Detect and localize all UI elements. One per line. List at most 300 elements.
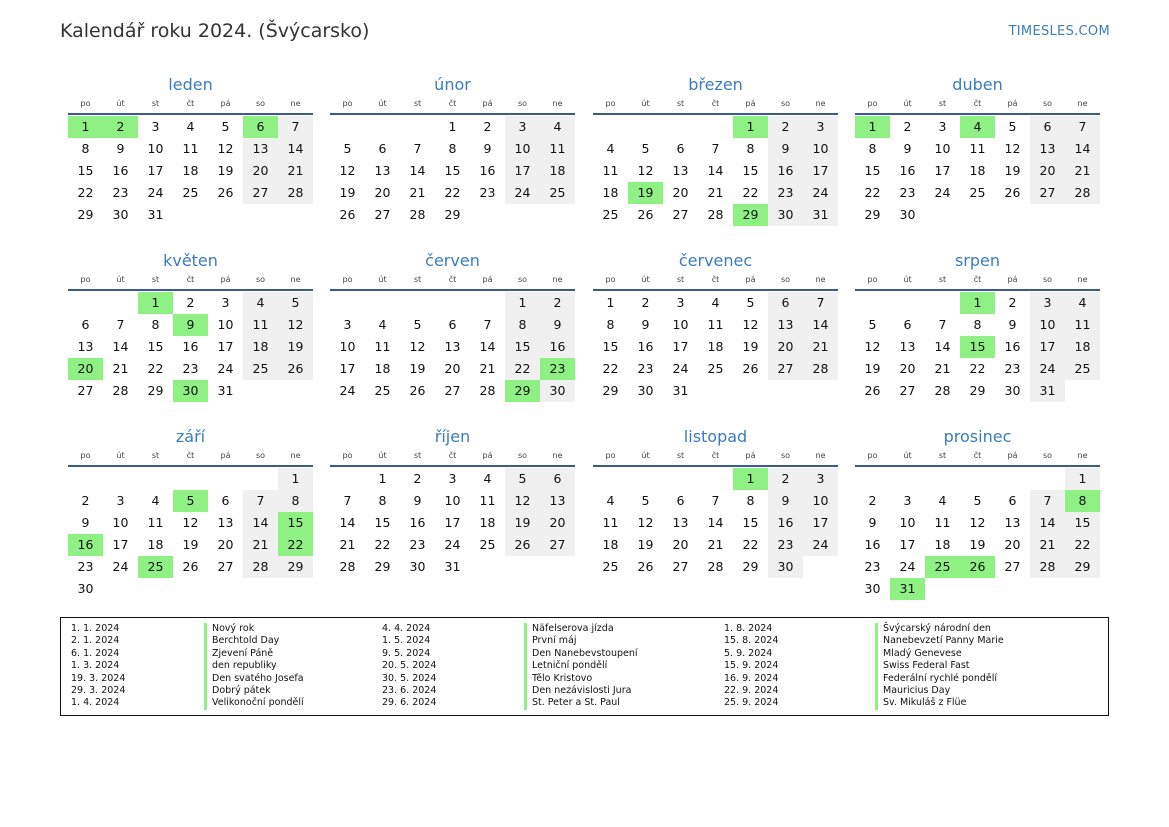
day-cell[interactable]: 26: [864, 383, 881, 398]
day-cell[interactable]: 5: [641, 493, 650, 508]
day-cell[interactable]: 9: [868, 515, 877, 530]
day-cell[interactable]: 13: [374, 163, 391, 178]
day-cell[interactable]: 29: [374, 559, 391, 574]
day-cell[interactable]: 23: [637, 361, 654, 376]
day-cell[interactable]: 1: [1065, 468, 1100, 490]
day-cell[interactable]: 23: [768, 534, 803, 556]
day-cell[interactable]: 3: [1030, 292, 1065, 314]
day-cell[interactable]: 8: [81, 141, 90, 156]
day-cell[interactable]: 16: [409, 515, 426, 530]
day-cell[interactable]: 23: [864, 559, 881, 574]
day-cell[interactable]: 25: [243, 358, 278, 380]
day-cell[interactable]: 17: [899, 537, 916, 552]
holiday-day-cell[interactable]: 20: [68, 358, 103, 380]
holiday-day-cell[interactable]: 31: [890, 578, 925, 600]
day-cell[interactable]: 15: [147, 339, 164, 354]
day-cell[interactable]: 9: [483, 141, 492, 156]
day-cell[interactable]: 3: [343, 317, 352, 332]
day-cell[interactable]: 24: [803, 534, 838, 556]
day-cell[interactable]: 10: [147, 141, 164, 156]
day-cell[interactable]: 26: [637, 207, 654, 222]
day-cell[interactable]: 4: [151, 493, 160, 508]
day-cell[interactable]: 11: [147, 515, 164, 530]
day-cell[interactable]: 11: [540, 138, 575, 160]
day-cell[interactable]: 2: [868, 493, 877, 508]
day-cell[interactable]: 18: [602, 185, 619, 200]
holiday-day-cell[interactable]: 26: [960, 556, 995, 578]
day-cell[interactable]: 9: [1008, 317, 1017, 332]
day-cell[interactable]: 21: [479, 361, 496, 376]
day-cell[interactable]: 27: [444, 383, 461, 398]
day-cell[interactable]: 30: [112, 207, 129, 222]
day-cell[interactable]: 12: [742, 317, 759, 332]
holiday-day-cell[interactable]: 19: [628, 182, 663, 204]
day-cell[interactable]: 31: [672, 383, 689, 398]
day-cell[interactable]: 3: [803, 116, 838, 138]
day-cell[interactable]: 6: [448, 317, 457, 332]
day-cell[interactable]: 7: [243, 490, 278, 512]
day-cell[interactable]: 28: [278, 182, 313, 204]
day-cell[interactable]: 30: [899, 207, 916, 222]
day-cell[interactable]: 20: [672, 537, 689, 552]
day-cell[interactable]: 12: [505, 490, 540, 512]
day-cell[interactable]: 6: [81, 317, 90, 332]
day-cell[interactable]: 17: [1030, 336, 1065, 358]
day-cell[interactable]: 27: [1004, 559, 1021, 574]
day-cell[interactable]: 25: [182, 185, 199, 200]
day-cell[interactable]: 1: [606, 295, 615, 310]
day-cell[interactable]: 21: [278, 160, 313, 182]
day-cell[interactable]: 13: [768, 314, 803, 336]
day-cell[interactable]: 7: [116, 317, 125, 332]
day-cell[interactable]: 13: [217, 515, 234, 530]
day-cell[interactable]: 2: [540, 292, 575, 314]
day-cell[interactable]: 5: [221, 119, 230, 134]
day-cell[interactable]: 11: [969, 141, 986, 156]
day-cell[interactable]: 22: [147, 361, 164, 376]
day-cell[interactable]: 25: [602, 207, 619, 222]
day-cell[interactable]: 23: [768, 182, 803, 204]
day-cell[interactable]: 28: [1030, 556, 1065, 578]
day-cell[interactable]: 20: [1004, 537, 1021, 552]
day-cell[interactable]: 13: [1030, 138, 1065, 160]
day-cell[interactable]: 8: [151, 317, 160, 332]
day-cell[interactable]: 11: [374, 339, 391, 354]
day-cell[interactable]: 14: [278, 138, 313, 160]
day-cell[interactable]: 4: [938, 493, 947, 508]
day-cell[interactable]: 3: [505, 116, 540, 138]
day-cell[interactable]: 9: [768, 490, 803, 512]
holiday-day-cell[interactable]: 1: [733, 468, 768, 490]
day-cell[interactable]: 12: [182, 515, 199, 530]
holiday-day-cell[interactable]: 4: [960, 116, 995, 138]
day-cell[interactable]: 6: [903, 317, 912, 332]
day-cell[interactable]: 28: [243, 556, 278, 578]
day-cell[interactable]: 10: [505, 138, 540, 160]
day-cell[interactable]: 20: [444, 361, 461, 376]
day-cell[interactable]: 15: [444, 163, 461, 178]
day-cell[interactable]: 8: [746, 493, 755, 508]
holiday-day-cell[interactable]: 5: [173, 490, 208, 512]
day-cell[interactable]: 2: [768, 468, 803, 490]
holiday-day-cell[interactable]: 1: [68, 116, 103, 138]
day-cell[interactable]: 4: [711, 295, 720, 310]
day-cell[interactable]: 6: [768, 292, 803, 314]
day-cell[interactable]: 7: [938, 317, 947, 332]
day-cell[interactable]: 7: [711, 141, 720, 156]
day-cell[interactable]: 16: [112, 163, 129, 178]
day-cell[interactable]: 18: [479, 515, 496, 530]
day-cell[interactable]: 31: [147, 207, 164, 222]
day-cell[interactable]: 18: [540, 160, 575, 182]
day-cell[interactable]: 11: [602, 515, 619, 530]
day-cell[interactable]: 19: [637, 537, 654, 552]
day-cell[interactable]: 26: [217, 185, 234, 200]
day-cell[interactable]: 9: [768, 138, 803, 160]
day-cell[interactable]: 26: [637, 559, 654, 574]
day-cell[interactable]: 24: [899, 559, 916, 574]
holiday-day-cell[interactable]: 2: [103, 116, 138, 138]
day-cell[interactable]: 19: [742, 339, 759, 354]
day-cell[interactable]: 7: [278, 116, 313, 138]
day-cell[interactable]: 8: [278, 490, 313, 512]
day-cell[interactable]: 3: [151, 119, 160, 134]
day-cell[interactable]: 10: [1030, 314, 1065, 336]
day-cell[interactable]: 11: [602, 163, 619, 178]
day-cell[interactable]: 6: [221, 493, 230, 508]
day-cell[interactable]: 20: [243, 160, 278, 182]
holiday-day-cell[interactable]: 30: [173, 380, 208, 402]
day-cell[interactable]: 3: [938, 119, 947, 134]
day-cell[interactable]: 9: [116, 141, 125, 156]
day-cell[interactable]: 7: [1065, 116, 1100, 138]
day-cell[interactable]: 22: [505, 358, 540, 380]
day-cell[interactable]: 29: [278, 556, 313, 578]
day-cell[interactable]: 14: [803, 314, 838, 336]
day-cell[interactable]: 4: [483, 471, 492, 486]
day-cell[interactable]: 27: [374, 207, 391, 222]
day-cell[interactable]: 5: [505, 468, 540, 490]
day-cell[interactable]: 28: [339, 559, 356, 574]
day-cell[interactable]: 13: [77, 339, 94, 354]
day-cell[interactable]: 28: [803, 358, 838, 380]
holiday-day-cell[interactable]: 22: [278, 534, 313, 556]
day-cell[interactable]: 16: [540, 336, 575, 358]
day-cell[interactable]: 4: [378, 317, 387, 332]
day-cell[interactable]: 14: [707, 515, 724, 530]
day-cell[interactable]: 14: [479, 339, 496, 354]
holiday-day-cell[interactable]: 29: [733, 204, 768, 226]
day-cell[interactable]: 2: [903, 119, 912, 134]
day-cell[interactable]: 22: [742, 185, 759, 200]
day-cell[interactable]: 8: [505, 314, 540, 336]
day-cell[interactable]: 14: [1030, 512, 1065, 534]
day-cell[interactable]: 13: [243, 138, 278, 160]
day-cell[interactable]: 4: [606, 493, 615, 508]
day-cell[interactable]: 27: [672, 207, 689, 222]
day-cell[interactable]: 25: [969, 185, 986, 200]
day-cell[interactable]: 16: [864, 537, 881, 552]
day-cell[interactable]: 23: [77, 559, 94, 574]
day-cell[interactable]: 22: [864, 185, 881, 200]
day-cell[interactable]: 1: [378, 471, 387, 486]
day-cell[interactable]: 12: [969, 515, 986, 530]
holiday-day-cell[interactable]: 25: [138, 556, 173, 578]
day-cell[interactable]: 27: [217, 559, 234, 574]
day-cell[interactable]: 1: [505, 292, 540, 314]
day-cell[interactable]: 23: [899, 185, 916, 200]
day-cell[interactable]: 2: [186, 295, 195, 310]
day-cell[interactable]: 25: [374, 383, 391, 398]
day-cell[interactable]: 3: [448, 471, 457, 486]
day-cell[interactable]: 28: [112, 383, 129, 398]
day-cell[interactable]: 28: [707, 207, 724, 222]
holiday-day-cell[interactable]: 1: [138, 292, 173, 314]
day-cell[interactable]: 14: [243, 512, 278, 534]
day-cell[interactable]: 6: [1008, 493, 1017, 508]
day-cell[interactable]: 1: [448, 119, 457, 134]
holiday-day-cell[interactable]: 1: [960, 292, 995, 314]
day-cell[interactable]: 21: [339, 537, 356, 552]
day-cell[interactable]: 4: [606, 141, 615, 156]
day-cell[interactable]: 30: [540, 380, 575, 402]
day-cell[interactable]: 17: [934, 163, 951, 178]
day-cell[interactable]: 27: [1030, 182, 1065, 204]
day-cell[interactable]: 17: [444, 515, 461, 530]
day-cell[interactable]: 28: [934, 383, 951, 398]
day-cell[interactable]: 7: [1030, 490, 1065, 512]
day-cell[interactable]: 19: [182, 537, 199, 552]
day-cell[interactable]: 17: [217, 339, 234, 354]
day-cell[interactable]: 24: [1030, 358, 1065, 380]
day-cell[interactable]: 5: [413, 317, 422, 332]
day-cell[interactable]: 3: [903, 493, 912, 508]
day-cell[interactable]: 10: [339, 339, 356, 354]
day-cell[interactable]: 13: [899, 339, 916, 354]
day-cell[interactable]: 15: [864, 163, 881, 178]
day-cell[interactable]: 18: [182, 163, 199, 178]
day-cell[interactable]: 14: [409, 163, 426, 178]
day-cell[interactable]: 21: [1065, 160, 1100, 182]
day-cell[interactable]: 21: [1030, 534, 1065, 556]
day-cell[interactable]: 19: [1004, 163, 1021, 178]
day-cell[interactable]: 15: [602, 339, 619, 354]
day-cell[interactable]: 21: [803, 336, 838, 358]
day-cell[interactable]: 21: [112, 361, 129, 376]
day-cell[interactable]: 24: [444, 537, 461, 552]
day-cell[interactable]: 17: [803, 512, 838, 534]
day-cell[interactable]: 4: [186, 119, 195, 134]
day-cell[interactable]: 31: [444, 559, 461, 574]
day-cell[interactable]: 13: [540, 490, 575, 512]
day-cell[interactable]: 29: [1065, 556, 1100, 578]
day-cell[interactable]: 31: [1030, 380, 1065, 402]
day-cell[interactable]: 7: [711, 493, 720, 508]
day-cell[interactable]: 13: [672, 163, 689, 178]
day-cell[interactable]: 26: [1004, 185, 1021, 200]
day-cell[interactable]: 3: [116, 493, 125, 508]
day-cell[interactable]: 11: [182, 141, 199, 156]
day-cell[interactable]: 6: [1030, 116, 1065, 138]
day-cell[interactable]: 19: [864, 361, 881, 376]
day-cell[interactable]: 19: [278, 336, 313, 358]
day-cell[interactable]: 25: [1065, 358, 1100, 380]
day-cell[interactable]: 28: [707, 559, 724, 574]
day-cell[interactable]: 6: [540, 468, 575, 490]
day-cell[interactable]: 27: [672, 559, 689, 574]
day-cell[interactable]: 30: [637, 383, 654, 398]
day-cell[interactable]: 5: [343, 141, 352, 156]
day-cell[interactable]: 25: [540, 182, 575, 204]
day-cell[interactable]: 8: [746, 141, 755, 156]
day-cell[interactable]: 19: [339, 185, 356, 200]
day-cell[interactable]: 21: [707, 185, 724, 200]
day-cell[interactable]: 27: [899, 383, 916, 398]
day-cell[interactable]: 31: [803, 204, 838, 226]
day-cell[interactable]: 16: [479, 163, 496, 178]
holiday-day-cell[interactable]: 15: [960, 336, 995, 358]
holiday-day-cell[interactable]: 16: [68, 534, 103, 556]
day-cell[interactable]: 21: [934, 361, 951, 376]
day-cell[interactable]: 21: [243, 534, 278, 556]
day-cell[interactable]: 4: [540, 116, 575, 138]
day-cell[interactable]: 30: [409, 559, 426, 574]
day-cell[interactable]: 31: [217, 383, 234, 398]
holiday-day-cell[interactable]: 25: [925, 556, 960, 578]
day-cell[interactable]: 18: [969, 163, 986, 178]
day-cell[interactable]: 15: [1065, 512, 1100, 534]
day-cell[interactable]: 17: [339, 361, 356, 376]
day-cell[interactable]: 6: [378, 141, 387, 156]
day-cell[interactable]: 15: [374, 515, 391, 530]
day-cell[interactable]: 9: [641, 317, 650, 332]
day-cell[interactable]: 20: [1030, 160, 1065, 182]
day-cell[interactable]: 17: [505, 160, 540, 182]
day-cell[interactable]: 13: [1004, 515, 1021, 530]
day-cell[interactable]: 7: [413, 141, 422, 156]
day-cell[interactable]: 18: [147, 537, 164, 552]
holiday-day-cell[interactable]: 29: [505, 380, 540, 402]
day-cell[interactable]: 12: [339, 163, 356, 178]
day-cell[interactable]: 12: [278, 314, 313, 336]
day-cell[interactable]: 10: [444, 493, 461, 508]
day-cell[interactable]: 4: [1065, 292, 1100, 314]
day-cell[interactable]: 5: [746, 295, 755, 310]
day-cell[interactable]: 18: [602, 537, 619, 552]
holiday-day-cell[interactable]: 1: [733, 116, 768, 138]
day-cell[interactable]: 10: [672, 317, 689, 332]
day-cell[interactable]: 14: [112, 339, 129, 354]
day-cell[interactable]: 11: [934, 515, 951, 530]
day-cell[interactable]: 14: [707, 163, 724, 178]
day-cell[interactable]: 5: [868, 317, 877, 332]
day-cell[interactable]: 30: [768, 556, 803, 578]
day-cell[interactable]: 18: [1065, 336, 1100, 358]
day-cell[interactable]: 25: [479, 537, 496, 552]
day-cell[interactable]: 20: [768, 336, 803, 358]
day-cell[interactable]: 14: [339, 515, 356, 530]
day-cell[interactable]: 29: [742, 559, 759, 574]
day-cell[interactable]: 22: [444, 185, 461, 200]
day-cell[interactable]: 10: [803, 138, 838, 160]
day-cell[interactable]: 10: [217, 317, 234, 332]
day-cell[interactable]: 17: [112, 537, 129, 552]
day-cell[interactable]: 15: [505, 336, 540, 358]
day-cell[interactable]: 26: [339, 207, 356, 222]
day-cell[interactable]: 27: [243, 182, 278, 204]
day-cell[interactable]: 27: [540, 534, 575, 556]
day-cell[interactable]: 26: [409, 383, 426, 398]
day-cell[interactable]: 15: [742, 515, 759, 530]
day-cell[interactable]: 14: [1065, 138, 1100, 160]
day-cell[interactable]: 13: [444, 339, 461, 354]
day-cell[interactable]: 5: [641, 141, 650, 156]
day-cell[interactable]: 16: [1004, 339, 1021, 354]
day-cell[interactable]: 20: [540, 512, 575, 534]
day-cell[interactable]: 5: [278, 292, 313, 314]
day-cell[interactable]: 17: [803, 160, 838, 182]
day-cell[interactable]: 2: [483, 119, 492, 134]
holiday-day-cell[interactable]: 23: [540, 358, 575, 380]
day-cell[interactable]: 9: [81, 515, 90, 530]
day-cell[interactable]: 13: [672, 515, 689, 530]
day-cell[interactable]: 8: [606, 317, 615, 332]
day-cell[interactable]: 16: [637, 339, 654, 354]
day-cell[interactable]: 5: [973, 493, 982, 508]
day-cell[interactable]: 24: [112, 559, 129, 574]
day-cell[interactable]: 18: [243, 336, 278, 358]
day-cell[interactable]: 28: [1065, 182, 1100, 204]
day-cell[interactable]: 23: [182, 361, 199, 376]
day-cell[interactable]: 22: [969, 361, 986, 376]
day-cell[interactable]: 22: [602, 361, 619, 376]
day-cell[interactable]: 16: [182, 339, 199, 354]
day-cell[interactable]: 19: [217, 163, 234, 178]
day-cell[interactable]: 8: [448, 141, 457, 156]
day-cell[interactable]: 23: [1004, 361, 1021, 376]
day-cell[interactable]: 11: [243, 314, 278, 336]
day-cell[interactable]: 2: [641, 295, 650, 310]
day-cell[interactable]: 9: [903, 141, 912, 156]
day-cell[interactable]: 6: [676, 141, 685, 156]
day-cell[interactable]: 23: [479, 185, 496, 200]
holiday-day-cell[interactable]: 8: [1065, 490, 1100, 512]
day-cell[interactable]: 23: [409, 537, 426, 552]
day-cell[interactable]: 7: [483, 317, 492, 332]
day-cell[interactable]: 9: [413, 493, 422, 508]
day-cell[interactable]: 16: [768, 160, 803, 182]
day-cell[interactable]: 12: [637, 163, 654, 178]
day-cell[interactable]: 10: [899, 515, 916, 530]
day-cell[interactable]: 8: [973, 317, 982, 332]
day-cell[interactable]: 20: [899, 361, 916, 376]
day-cell[interactable]: 16: [768, 512, 803, 534]
holiday-day-cell[interactable]: 1: [855, 116, 890, 138]
day-cell[interactable]: 4: [243, 292, 278, 314]
day-cell[interactable]: 9: [540, 314, 575, 336]
day-cell[interactable]: 26: [278, 358, 313, 380]
day-cell[interactable]: 17: [147, 163, 164, 178]
day-cell[interactable]: 28: [479, 383, 496, 398]
day-cell[interactable]: 24: [339, 383, 356, 398]
day-cell[interactable]: 24: [672, 361, 689, 376]
day-cell[interactable]: 8: [378, 493, 387, 508]
day-cell[interactable]: 2: [1008, 295, 1017, 310]
day-cell[interactable]: 20: [217, 537, 234, 552]
day-cell[interactable]: 24: [934, 185, 951, 200]
brand-link[interactable]: TIMESLES.COM: [1008, 24, 1110, 39]
day-cell[interactable]: 30: [864, 581, 881, 596]
